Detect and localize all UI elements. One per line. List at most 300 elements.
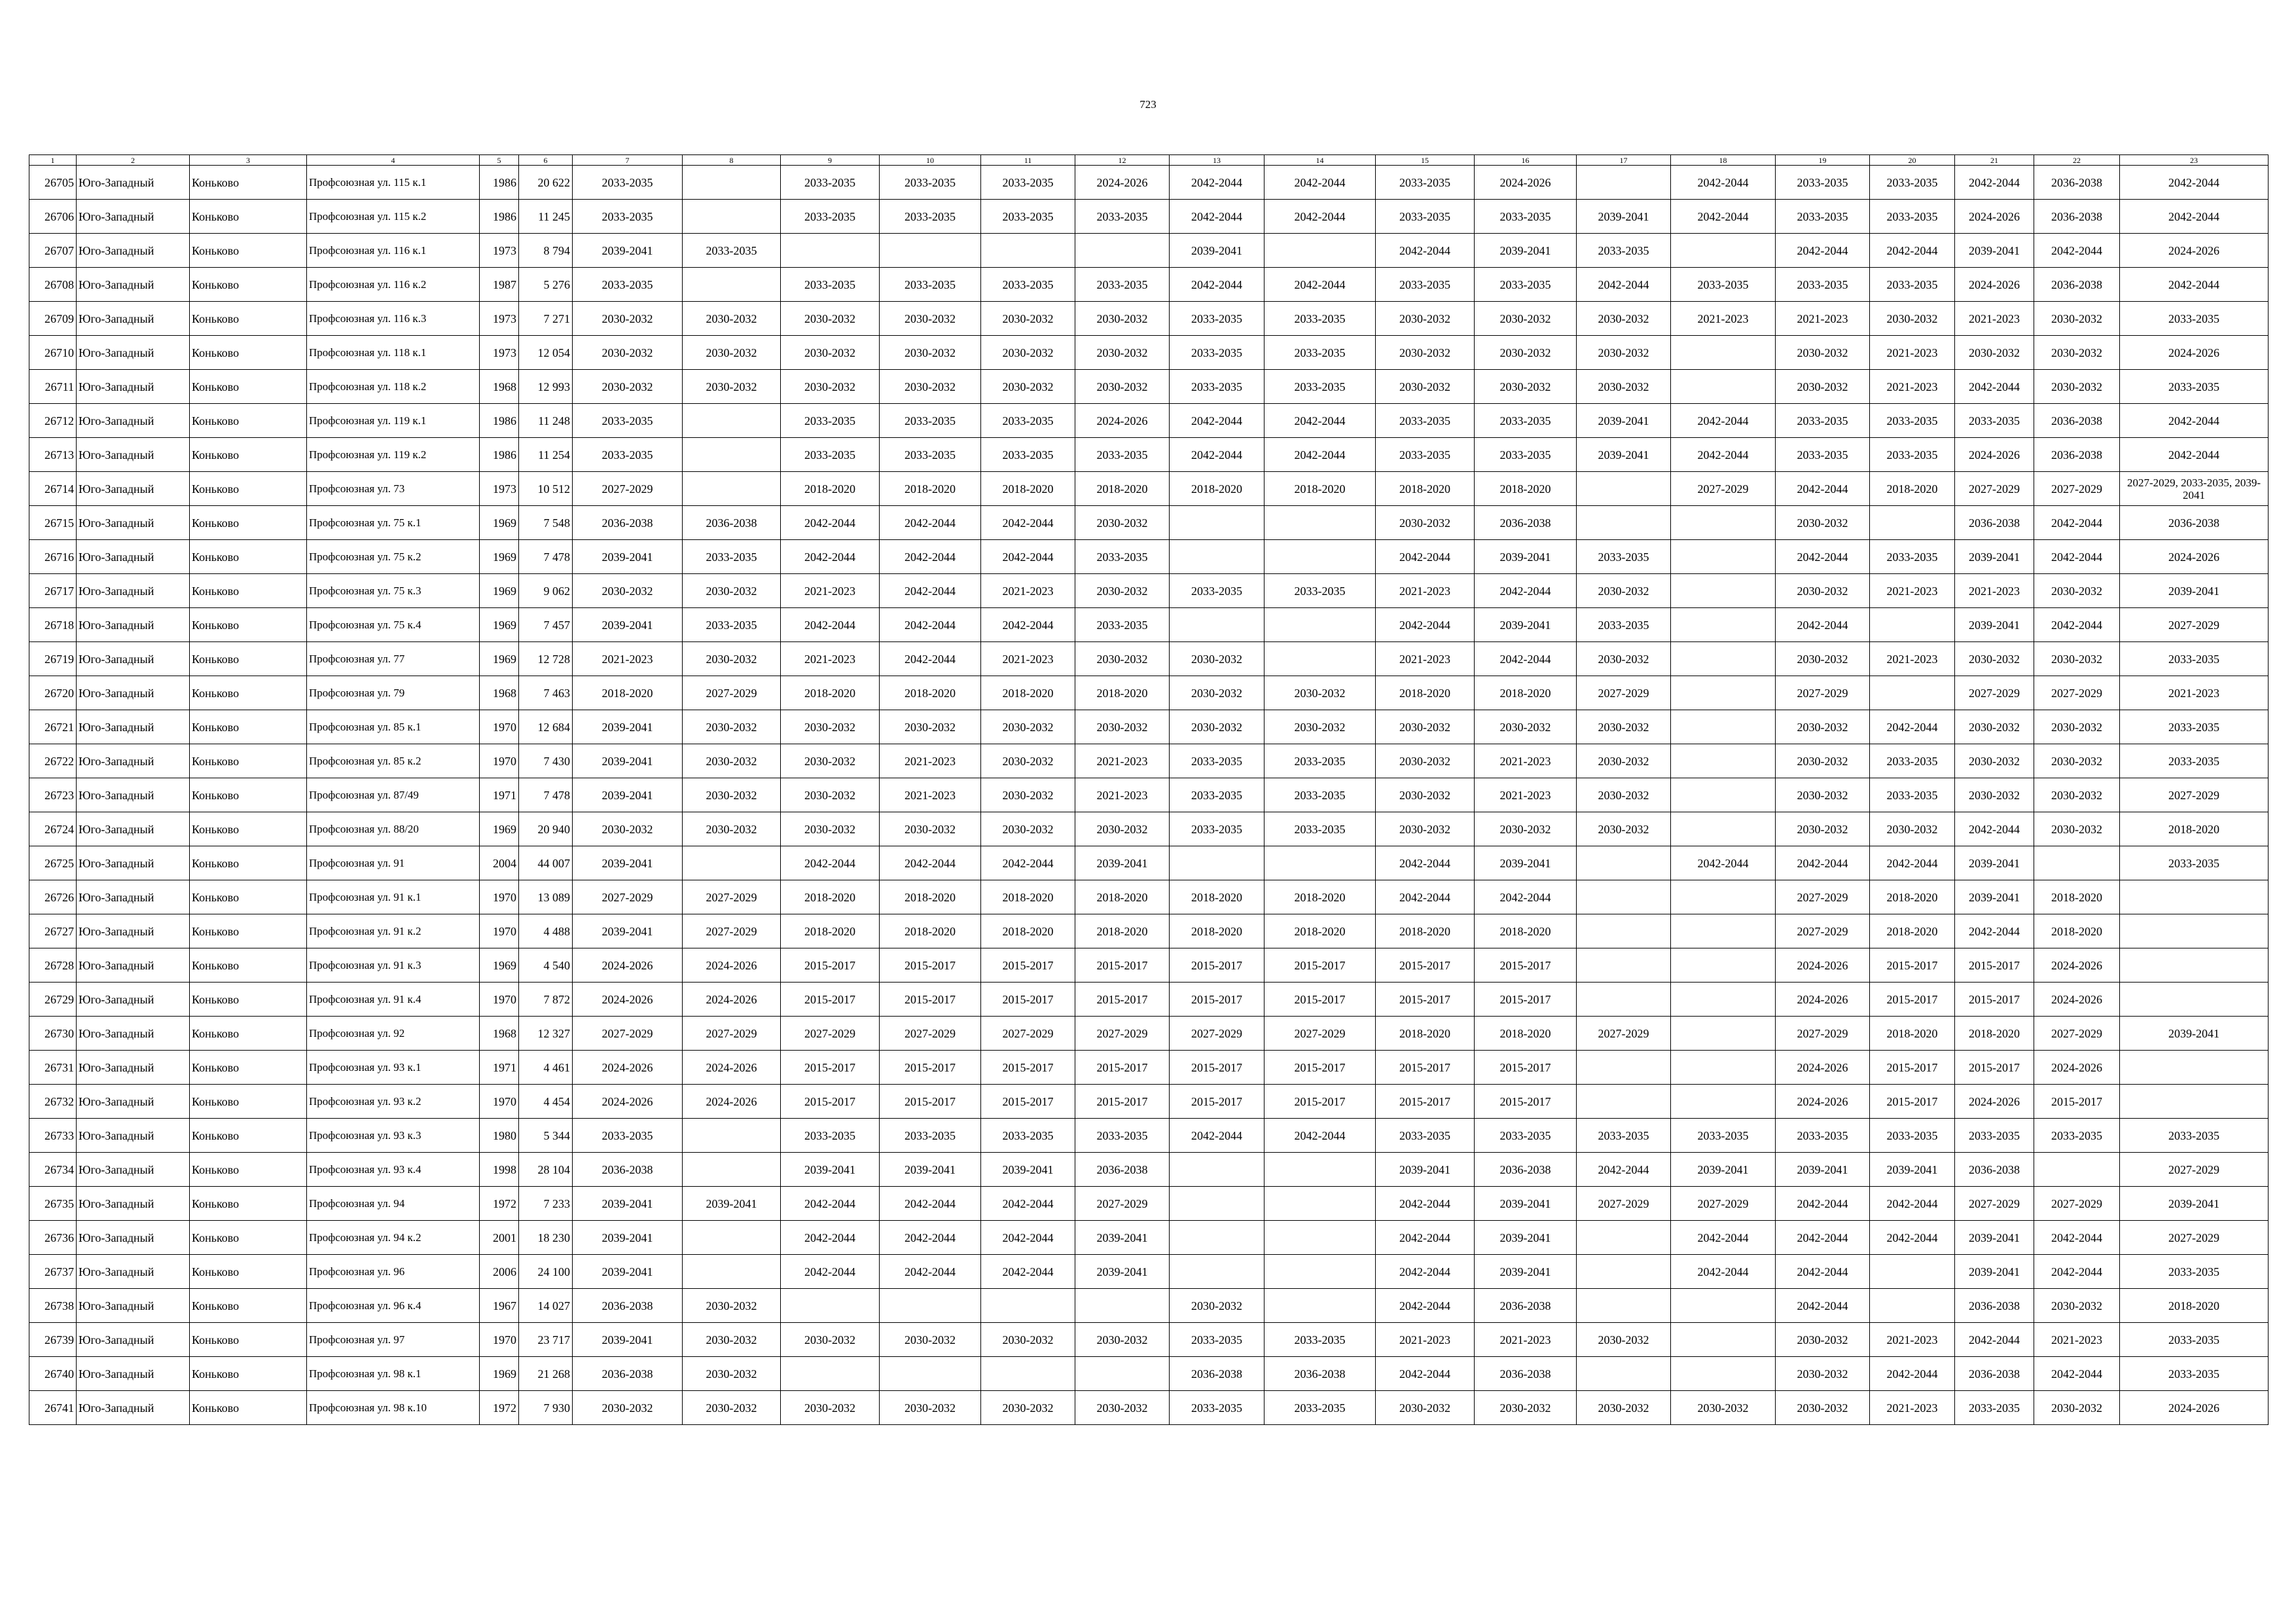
table-cell-col-20: 2021-2023 [1870, 370, 1955, 404]
table-row [29, 1119, 2269, 1153]
table-cell-col-4: Профсоюзная ул. 93 к.3 [307, 1119, 480, 1153]
table-cell-col-1: 26706 [29, 200, 77, 234]
table-cell-col-22: 2021-2023 [2034, 1323, 2120, 1357]
table-row [29, 268, 2269, 302]
column-header-8: 8 [683, 155, 781, 166]
table-cell-col-3: Коньково [190, 540, 307, 574]
table-row [29, 574, 2269, 608]
table-cell-col-8: 2030-2032 [683, 302, 781, 336]
table-cell-col-16: 2021-2023 [1475, 744, 1577, 778]
table-cell-col-23: 2033-2035 [2120, 846, 2269, 880]
table-cell-col-7: 2039-2041 [573, 1221, 683, 1255]
table-cell-col-22: 2030-2032 [2034, 336, 2120, 370]
table-cell-col-13: 2018-2020 [1170, 472, 1265, 506]
table-cell-col-11: 2015-2017 [981, 983, 1075, 1017]
table-cell-col-22: 2027-2029 [2034, 676, 2120, 710]
table-cell-col-15: 2030-2032 [1376, 506, 1475, 540]
table-cell-col-17 [1577, 880, 1671, 914]
table-cell-col-7: 2033-2035 [573, 1119, 683, 1153]
table-cell-col-1: 26726 [29, 880, 77, 914]
table-cell-col-3: Коньково [190, 1255, 307, 1289]
table-cell-col-3: Коньково [190, 1017, 307, 1051]
table-cell-col-23: 2033-2035 [2120, 370, 2269, 404]
table-cell-col-23 [2120, 880, 2269, 914]
table-cell-col-2: Юго-Западный [77, 1357, 190, 1391]
table-cell-col-21: 2036-2038 [1955, 1289, 2034, 1323]
table-cell-col-1: 26732 [29, 1085, 77, 1119]
table-cell-col-1: 26719 [29, 642, 77, 676]
table-cell-col-1: 26715 [29, 506, 77, 540]
table-cell-col-5: 1968 [480, 1017, 519, 1051]
table-cell-col-13: 2033-2035 [1170, 812, 1265, 846]
table-row [29, 1051, 2269, 1085]
table-cell-col-7: 2030-2032 [573, 574, 683, 608]
table-cell-col-19: 2030-2032 [1776, 506, 1870, 540]
table-cell-col-6: 12 728 [519, 642, 573, 676]
table-cell-col-23: 2033-2035 [2120, 1357, 2269, 1391]
table-cell-col-1: 26717 [29, 574, 77, 608]
column-header-19: 19 [1776, 155, 1870, 166]
table-cell-col-21: 2042-2044 [1955, 914, 2034, 948]
table-cell-col-10: 2033-2035 [880, 200, 981, 234]
table-cell-col-4: Профсоюзная ул. 116 к.3 [307, 302, 480, 336]
table-cell-col-11: 2042-2044 [981, 1255, 1075, 1289]
table-cell-col-18: 2027-2029 [1671, 472, 1776, 506]
column-header-1: 1 [29, 155, 77, 166]
table-cell-col-9: 2039-2041 [781, 1153, 880, 1187]
table-cell-col-21: 2021-2023 [1955, 302, 2034, 336]
table-cell-col-14 [1265, 1221, 1376, 1255]
table-cell-col-3: Коньково [190, 1391, 307, 1425]
table-cell-col-22: 2024-2026 [2034, 1051, 2120, 1085]
table-row [29, 438, 2269, 472]
table-cell-col-1: 26735 [29, 1187, 77, 1221]
table-cell-col-22: 2030-2032 [2034, 812, 2120, 846]
table-cell-col-5: 1969 [480, 642, 519, 676]
table-cell-col-11 [981, 234, 1075, 268]
table-cell-col-21: 2039-2041 [1955, 846, 2034, 880]
table-cell-col-4: Профсоюзная ул. 91 к.2 [307, 914, 480, 948]
table-cell-col-1: 26708 [29, 268, 77, 302]
table-cell-col-15: 2042-2044 [1376, 846, 1475, 880]
table-cell-col-6: 7 463 [519, 676, 573, 710]
table-cell-col-2: Юго-Западный [77, 1255, 190, 1289]
table-cell-col-19: 2033-2035 [1776, 200, 1870, 234]
table-cell-col-5: 1969 [480, 812, 519, 846]
table-cell-col-6: 12 054 [519, 336, 573, 370]
table-cell-col-15: 2042-2044 [1376, 540, 1475, 574]
table-cell-col-2: Юго-Западный [77, 880, 190, 914]
table-cell-col-12: 2033-2035 [1075, 1119, 1170, 1153]
table-cell-col-22: 2033-2035 [2034, 1119, 2120, 1153]
table-cell-col-12: 2030-2032 [1075, 1323, 1170, 1357]
table-cell-col-16: 2024-2026 [1475, 166, 1577, 200]
table-cell-col-5: 1968 [480, 370, 519, 404]
table-cell-col-6: 4 540 [519, 948, 573, 983]
table-cell-col-10: 2030-2032 [880, 812, 981, 846]
table-cell-col-7: 2024-2026 [573, 983, 683, 1017]
table-cell-col-17 [1577, 948, 1671, 983]
table-cell-col-6: 11 245 [519, 200, 573, 234]
capital-repair-schedule-table [29, 154, 2269, 1425]
table-row [29, 1255, 2269, 1289]
table-cell-col-22: 2036-2038 [2034, 200, 2120, 234]
table-cell-col-14: 2042-2044 [1265, 268, 1376, 302]
table-cell-col-1: 26720 [29, 676, 77, 710]
table-row [29, 812, 2269, 846]
table-cell-col-1: 26733 [29, 1119, 77, 1153]
table-cell-col-15: 2030-2032 [1376, 1391, 1475, 1425]
table-cell-col-12: 2021-2023 [1075, 744, 1170, 778]
table-cell-col-7: 2039-2041 [573, 744, 683, 778]
table-cell-col-4: Профсоюзная ул. 98 к.1 [307, 1357, 480, 1391]
table-cell-col-2: Юго-Западный [77, 1391, 190, 1425]
table-cell-col-19: 2030-2032 [1776, 642, 1870, 676]
table-cell-col-21: 2033-2035 [1955, 404, 2034, 438]
table-cell-col-20: 2015-2017 [1870, 1085, 1955, 1119]
column-header-2: 2 [77, 155, 190, 166]
table-cell-col-5: 1986 [480, 166, 519, 200]
table-cell-col-22: 2042-2044 [2034, 608, 2120, 642]
table-cell-col-20: 2018-2020 [1870, 914, 1955, 948]
table-cell-col-5: 1987 [480, 268, 519, 302]
table-cell-col-7: 2039-2041 [573, 710, 683, 744]
table-cell-col-16: 2033-2035 [1475, 438, 1577, 472]
table-cell-col-12: 2024-2026 [1075, 404, 1170, 438]
table-cell-col-11: 2033-2035 [981, 1119, 1075, 1153]
table-cell-col-14: 2018-2020 [1265, 880, 1376, 914]
table-cell-col-9 [781, 1289, 880, 1323]
table-cell-col-11: 2033-2035 [981, 438, 1075, 472]
table-cell-col-9: 2021-2023 [781, 574, 880, 608]
table-cell-col-17 [1577, 983, 1671, 1017]
table-cell-col-10: 2042-2044 [880, 1187, 981, 1221]
table-cell-col-23: 2027-2029, 2033-2035, 2039-2041 [2120, 472, 2269, 506]
table-cell-col-11: 2033-2035 [981, 268, 1075, 302]
table-cell-col-9: 2042-2044 [781, 608, 880, 642]
table-cell-col-12: 2015-2017 [1075, 1085, 1170, 1119]
table-cell-col-1: 26727 [29, 914, 77, 948]
table-cell-col-15: 2030-2032 [1376, 744, 1475, 778]
table-cell-col-2: Юго-Западный [77, 778, 190, 812]
table-cell-col-14: 2030-2032 [1265, 676, 1376, 710]
table-cell-col-17: 2039-2041 [1577, 438, 1671, 472]
table-cell-col-16: 2015-2017 [1475, 1085, 1577, 1119]
table-cell-col-13: 2042-2044 [1170, 268, 1265, 302]
table-cell-col-19: 2021-2023 [1776, 302, 1870, 336]
table-cell-col-4: Профсоюзная ул. 115 к.2 [307, 200, 480, 234]
table-cell-col-22: 2018-2020 [2034, 880, 2120, 914]
table-cell-col-21: 2039-2041 [1955, 540, 2034, 574]
table-cell-col-2: Юго-Западный [77, 166, 190, 200]
table-cell-col-12: 2015-2017 [1075, 983, 1170, 1017]
table-cell-col-12: 2030-2032 [1075, 302, 1170, 336]
table-cell-col-18 [1671, 1017, 1776, 1051]
table-cell-col-23: 2027-2029 [2120, 608, 2269, 642]
table-row [29, 404, 2269, 438]
table-cell-col-5: 1970 [480, 744, 519, 778]
table-cell-col-20: 2033-2035 [1870, 438, 1955, 472]
table-cell-col-16: 2015-2017 [1475, 948, 1577, 983]
table-row [29, 540, 2269, 574]
table-cell-col-11: 2030-2032 [981, 1391, 1075, 1425]
table-cell-col-17: 2030-2032 [1577, 370, 1671, 404]
table-cell-col-19: 2030-2032 [1776, 1391, 1870, 1425]
table-cell-col-1: 26728 [29, 948, 77, 983]
table-cell-col-2: Юго-Западный [77, 1085, 190, 1119]
table-cell-col-14: 2033-2035 [1265, 574, 1376, 608]
table-cell-col-15: 2030-2032 [1376, 336, 1475, 370]
table-cell-col-17: 2042-2044 [1577, 268, 1671, 302]
table-cell-col-13: 2042-2044 [1170, 166, 1265, 200]
column-header-23: 23 [2120, 155, 2269, 166]
table-cell-col-17: 2030-2032 [1577, 744, 1671, 778]
table-cell-col-5: 2006 [480, 1255, 519, 1289]
table-cell-col-4: Профсоюзная ул. 91 [307, 846, 480, 880]
table-cell-col-8: 2033-2035 [683, 234, 781, 268]
table-cell-col-15: 2042-2044 [1376, 1221, 1475, 1255]
table-cell-col-16: 2030-2032 [1475, 302, 1577, 336]
table-cell-col-8: 2024-2026 [683, 948, 781, 983]
table-cell-col-9: 2030-2032 [781, 370, 880, 404]
table-cell-col-16: 2036-2038 [1475, 1153, 1577, 1187]
table-cell-col-8 [683, 1153, 781, 1187]
table-cell-col-20: 2033-2035 [1870, 404, 1955, 438]
table-cell-col-22: 2042-2044 [2034, 234, 2120, 268]
table-cell-col-17 [1577, 472, 1671, 506]
table-cell-col-19: 2030-2032 [1776, 710, 1870, 744]
table-cell-col-6: 21 268 [519, 1357, 573, 1391]
table-cell-col-2: Юго-Западный [77, 234, 190, 268]
table-row [29, 914, 2269, 948]
table-cell-col-22: 2036-2038 [2034, 166, 2120, 200]
table-cell-col-12 [1075, 234, 1170, 268]
table-cell-col-1: 26713 [29, 438, 77, 472]
table-cell-col-14 [1265, 506, 1376, 540]
table-cell-col-12: 2018-2020 [1075, 676, 1170, 710]
table-cell-col-17: 2039-2041 [1577, 404, 1671, 438]
table-cell-col-4: Профсоюзная ул. 93 к.4 [307, 1153, 480, 1187]
table-cell-col-7: 2027-2029 [573, 1017, 683, 1051]
table-cell-col-9: 2042-2044 [781, 846, 880, 880]
table-cell-col-20: 2042-2044 [1870, 846, 1955, 880]
table-cell-col-4: Профсоюзная ул. 87/49 [307, 778, 480, 812]
table-cell-col-3: Коньково [190, 744, 307, 778]
table-cell-col-17: 2030-2032 [1577, 1323, 1671, 1357]
table-cell-col-1: 26707 [29, 234, 77, 268]
table-body [29, 166, 2269, 1425]
table-row [29, 1357, 2269, 1391]
column-header-18: 18 [1671, 155, 1776, 166]
table-cell-col-13: 2033-2035 [1170, 370, 1265, 404]
table-cell-col-7: 2036-2038 [573, 1289, 683, 1323]
table-cell-col-12: 2018-2020 [1075, 914, 1170, 948]
column-header-21: 21 [1955, 155, 2034, 166]
table-cell-col-6: 7 478 [519, 540, 573, 574]
table-cell-col-15: 2033-2035 [1376, 268, 1475, 302]
table-cell-col-22: 2042-2044 [2034, 1357, 2120, 1391]
table-cell-col-5: 1986 [480, 200, 519, 234]
table-cell-col-10: 2030-2032 [880, 710, 981, 744]
table-cell-col-20: 2042-2044 [1870, 1221, 1955, 1255]
table-cell-col-18: 2042-2044 [1671, 404, 1776, 438]
table-cell-col-4: Профсоюзная ул. 77 [307, 642, 480, 676]
table-cell-col-23: 2033-2035 [2120, 744, 2269, 778]
table-cell-col-1: 26738 [29, 1289, 77, 1323]
table-cell-col-19: 2024-2026 [1776, 1085, 1870, 1119]
table-cell-col-20: 2042-2044 [1870, 234, 1955, 268]
table-cell-col-12: 2018-2020 [1075, 880, 1170, 914]
table-cell-col-5: 1970 [480, 710, 519, 744]
table-cell-col-23: 2033-2035 [2120, 1255, 2269, 1289]
column-number-header-row [29, 155, 2269, 166]
table-cell-col-14: 2036-2038 [1265, 1357, 1376, 1391]
table-cell-col-13: 2033-2035 [1170, 1323, 1265, 1357]
table-cell-col-17: 2039-2041 [1577, 200, 1671, 234]
table-cell-col-16: 2030-2032 [1475, 370, 1577, 404]
table-cell-col-19: 2042-2044 [1776, 1289, 1870, 1323]
table-cell-col-3: Коньково [190, 1187, 307, 1221]
table-cell-col-14 [1265, 846, 1376, 880]
table-cell-col-23: 2024-2026 [2120, 234, 2269, 268]
table-cell-col-21: 2027-2029 [1955, 472, 2034, 506]
table-cell-col-7: 2027-2029 [573, 880, 683, 914]
table-cell-col-14: 2033-2035 [1265, 744, 1376, 778]
table-cell-col-20: 2042-2044 [1870, 1357, 1955, 1391]
table-cell-col-5: 1980 [480, 1119, 519, 1153]
table-cell-col-3: Коньково [190, 778, 307, 812]
table-cell-col-16: 2039-2041 [1475, 608, 1577, 642]
table-cell-col-15: 2015-2017 [1376, 1085, 1475, 1119]
table-cell-col-6: 7 548 [519, 506, 573, 540]
table-cell-col-7: 2039-2041 [573, 914, 683, 948]
table-cell-col-15: 2030-2032 [1376, 710, 1475, 744]
table-row [29, 880, 2269, 914]
table-cell-col-14: 2015-2017 [1265, 1085, 1376, 1119]
table-cell-col-10 [880, 1289, 981, 1323]
table-row [29, 166, 2269, 200]
table-cell-col-6: 7 233 [519, 1187, 573, 1221]
table-cell-col-15: 2033-2035 [1376, 404, 1475, 438]
table-cell-col-17: 2042-2044 [1577, 1153, 1671, 1187]
table-cell-col-3: Коньково [190, 438, 307, 472]
table-cell-col-16: 2018-2020 [1475, 676, 1577, 710]
table-cell-col-22: 2042-2044 [2034, 1221, 2120, 1255]
table-cell-col-20: 2042-2044 [1870, 1187, 1955, 1221]
table-cell-col-11: 2042-2044 [981, 1221, 1075, 1255]
table-cell-col-10: 2030-2032 [880, 1391, 981, 1425]
table-cell-col-14: 2018-2020 [1265, 472, 1376, 506]
table-cell-col-4: Профсоюзная ул. 98 к.10 [307, 1391, 480, 1425]
table-cell-col-5: 1970 [480, 880, 519, 914]
table-cell-col-5: 2004 [480, 846, 519, 880]
table-row [29, 1289, 2269, 1323]
table-cell-col-15: 2033-2035 [1376, 1119, 1475, 1153]
table-cell-col-1: 26740 [29, 1357, 77, 1391]
table-cell-col-18 [1671, 914, 1776, 948]
table-cell-col-14: 2018-2020 [1265, 914, 1376, 948]
table-cell-col-5: 1969 [480, 506, 519, 540]
table-cell-col-12: 2030-2032 [1075, 1391, 1170, 1425]
table-cell-col-21: 2042-2044 [1955, 166, 2034, 200]
table-cell-col-17: 2033-2035 [1577, 608, 1671, 642]
table-cell-col-15: 2033-2035 [1376, 166, 1475, 200]
table-cell-col-7: 2036-2038 [573, 1357, 683, 1391]
table-cell-col-5: 1969 [480, 608, 519, 642]
table-cell-col-17 [1577, 1221, 1671, 1255]
table-cell-col-2: Юго-Западный [77, 1187, 190, 1221]
table-cell-col-2: Юго-Западный [77, 574, 190, 608]
table-cell-col-7: 2030-2032 [573, 336, 683, 370]
table-cell-col-21: 2030-2032 [1955, 744, 2034, 778]
table-cell-col-7: 2033-2035 [573, 200, 683, 234]
table-cell-col-15: 2018-2020 [1376, 676, 1475, 710]
table-cell-col-13 [1170, 1255, 1265, 1289]
column-header-12: 12 [1075, 155, 1170, 166]
table-cell-col-3: Коньково [190, 914, 307, 948]
table-row [29, 370, 2269, 404]
table-cell-col-10: 2033-2035 [880, 438, 981, 472]
table-cell-col-18: 2042-2044 [1671, 200, 1776, 234]
table-cell-col-15: 2039-2041 [1376, 1153, 1475, 1187]
table-cell-col-19: 2042-2044 [1776, 608, 1870, 642]
table-cell-col-19: 2030-2032 [1776, 574, 1870, 608]
table-cell-col-13: 2027-2029 [1170, 1017, 1265, 1051]
table-cell-col-22: 2027-2029 [2034, 472, 2120, 506]
table-cell-col-20: 2033-2035 [1870, 540, 1955, 574]
table-row [29, 948, 2269, 983]
table-cell-col-22: 2030-2032 [2034, 778, 2120, 812]
table-cell-col-2: Юго-Западный [77, 438, 190, 472]
table-row [29, 676, 2269, 710]
table-cell-col-16: 2036-2038 [1475, 1289, 1577, 1323]
table-cell-col-23: 2033-2035 [2120, 302, 2269, 336]
table-cell-col-13 [1170, 1221, 1265, 1255]
column-header-22: 22 [2034, 155, 2120, 166]
column-header-20: 20 [1870, 155, 1955, 166]
table-cell-col-10: 2042-2044 [880, 574, 981, 608]
table-cell-col-9: 2033-2035 [781, 166, 880, 200]
table-cell-col-12: 2033-2035 [1075, 200, 1170, 234]
table-cell-col-23: 2024-2026 [2120, 540, 2269, 574]
table-cell-col-10: 2015-2017 [880, 1085, 981, 1119]
table-cell-col-10: 2042-2044 [880, 846, 981, 880]
table-cell-col-23: 2024-2026 [2120, 336, 2269, 370]
table-cell-col-22: 2027-2029 [2034, 1187, 2120, 1221]
table-cell-col-15: 2042-2044 [1376, 1289, 1475, 1323]
table-cell-col-9: 2030-2032 [781, 710, 880, 744]
table-cell-col-4: Профсоюзная ул. 119 к.1 [307, 404, 480, 438]
table-cell-col-10: 2042-2044 [880, 540, 981, 574]
table-cell-col-7: 2024-2026 [573, 1085, 683, 1119]
table-cell-col-6: 7 457 [519, 608, 573, 642]
table-cell-col-4: Профсоюзная ул. 75 к.1 [307, 506, 480, 540]
table-cell-col-22: 2030-2032 [2034, 642, 2120, 676]
table-cell-col-8: 2027-2029 [683, 1017, 781, 1051]
column-header-13: 13 [1170, 155, 1265, 166]
table-cell-col-16: 2042-2044 [1475, 642, 1577, 676]
table-cell-col-2: Юго-Западный [77, 1323, 190, 1357]
table-cell-col-8: 2030-2032 [683, 1391, 781, 1425]
table-cell-col-12: 2033-2035 [1075, 608, 1170, 642]
table-cell-col-8: 2033-2035 [683, 540, 781, 574]
table-cell-col-23: 2027-2029 [2120, 778, 2269, 812]
table-cell-col-21: 2039-2041 [1955, 1255, 2034, 1289]
table-cell-col-4: Профсоюзная ул. 91 к.3 [307, 948, 480, 983]
table-cell-col-1: 26741 [29, 1391, 77, 1425]
table-cell-col-14: 2033-2035 [1265, 370, 1376, 404]
table-cell-col-4: Профсоюзная ул. 94 [307, 1187, 480, 1221]
